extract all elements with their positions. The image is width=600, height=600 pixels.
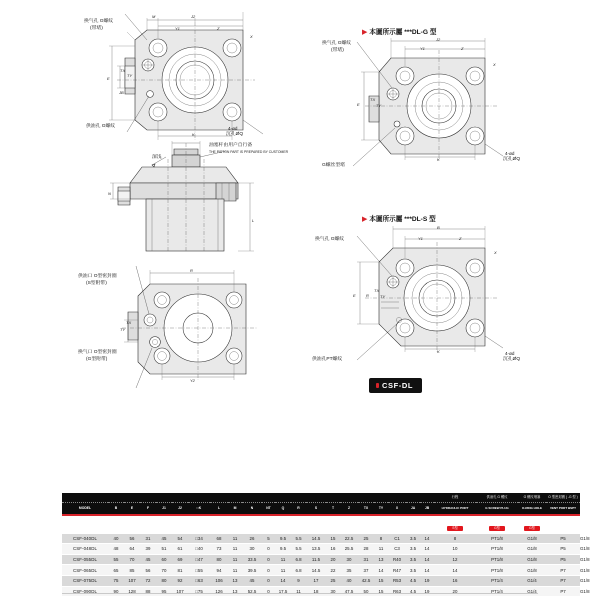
col-q: Q bbox=[275, 503, 291, 515]
cell-e: 64 bbox=[124, 544, 140, 555]
cell-ja: 3.5 bbox=[406, 554, 420, 565]
bottom-left-oilport-sub: (S型附带) bbox=[86, 281, 107, 286]
cell-tx: 42.5 bbox=[358, 575, 374, 586]
cell-g-screw-plug: G1/8 bbox=[518, 544, 546, 555]
group-header-blank bbox=[62, 493, 434, 503]
top-left-vent-label: 换气孔 G螺纹 bbox=[84, 19, 114, 24]
cell-kk: □55 bbox=[188, 565, 210, 576]
table-row[interactable]: CSF-075DL 75 107 72 80 92 □63 106 13 45 0 14 9 17 25 40 42.5 15 R53 4.5 19 16 PT1/4 G1/4 P7 G1/8 bbox=[62, 575, 580, 586]
cell-j2: 69 bbox=[172, 554, 188, 565]
cell-x: R47 bbox=[388, 565, 406, 576]
cell-m: 11 bbox=[228, 534, 242, 544]
dim-j2-topleft: J2 bbox=[191, 14, 196, 19]
cell-ty: 13 bbox=[374, 554, 388, 565]
bottom-right-dl-s-view bbox=[365, 242, 505, 354]
cell-t: 20 bbox=[326, 554, 340, 565]
cell-l: 68 bbox=[210, 534, 228, 544]
cell-g-screw-plug: G1/8 bbox=[518, 534, 546, 544]
cell-tx: 50 bbox=[358, 586, 374, 597]
cell-j1: 60 bbox=[156, 554, 172, 565]
cell-r: 6.8 bbox=[291, 565, 306, 576]
col-f: F bbox=[140, 503, 156, 515]
middle-piston-note-cn: 油塞杆由用户自行备 bbox=[209, 143, 253, 148]
group-header-oring: O 型密封圈 ( -G 型 ) bbox=[546, 493, 580, 503]
table-row[interactable]: CSF-065DL 65 85 56 70 81 □55 94 11 39.5 0 11 6.8 14.5 22 35 37 14 R47 3.5 14 14 PT1/8 G1/8 P7 G1/8 bbox=[62, 565, 580, 576]
col-ja: JA bbox=[406, 503, 420, 515]
bottom-left-rear-view bbox=[122, 278, 262, 382]
type-tag-row bbox=[62, 516, 580, 534]
dim-tx-bottomleft: TX bbox=[126, 320, 132, 325]
group-header-hydraulic: 供油孔 G 螺纹 bbox=[476, 493, 518, 503]
dim-y1-bottomright: Y1 bbox=[418, 236, 423, 241]
dim-tx-bottomright: TX bbox=[374, 288, 380, 293]
col-j1: J1 bbox=[156, 503, 172, 515]
cell-r: 6.8 bbox=[291, 554, 306, 565]
dim-y2-bottomleft: Y2 bbox=[190, 378, 195, 383]
cell-l: 73 bbox=[210, 544, 228, 555]
bottom-right-oil-label: 供油孔PT螺纹 bbox=[312, 357, 343, 362]
cell-m: 11 bbox=[228, 544, 242, 555]
cell-jb: 19 bbox=[420, 575, 434, 586]
cell-jb: 14 bbox=[420, 534, 434, 544]
dim-y1-topright: Y1 bbox=[420, 46, 425, 51]
dim-x-topright: X bbox=[493, 62, 496, 67]
col-hydraulic-port: HYDRAULIC PORT bbox=[434, 503, 476, 515]
dim-j2-topright: J2 bbox=[436, 37, 441, 42]
triangle-marker-icon-2: ▶ bbox=[362, 216, 368, 223]
top-left-counterbore-label: 沉孔ØQ bbox=[226, 132, 244, 137]
table-row[interactable]: CSF-040DL 40 56 31 45 54 □34 68 11 26 5 9.5 5.5 14.5 15 22.5 25 8 C1 3.5 14 8 PT1/8 G1/8 P5 G1/8 bbox=[62, 534, 580, 544]
cell-q: 9.5 bbox=[275, 534, 291, 544]
col-vent-port: VENT PORT BSPT bbox=[546, 503, 580, 515]
bottom-left-ventport-label: 换气口 O型密封圈 bbox=[78, 350, 117, 355]
section-title-dl-g-text: 本圖所示屬 ***DL-G 型 bbox=[369, 29, 437, 36]
col-nt: NT bbox=[262, 503, 275, 515]
cell-q: 11 bbox=[275, 554, 291, 565]
cell-ty: 14 bbox=[374, 565, 388, 576]
section-title-dl-s bbox=[362, 213, 436, 223]
cell-j2: 54 bbox=[172, 534, 188, 544]
cell-t: 30 bbox=[326, 586, 340, 597]
cell-hydraulic-port: PT1/4 bbox=[476, 575, 518, 586]
middle-depth-label: 深浅 bbox=[152, 155, 162, 160]
cell-z: 47.5 bbox=[340, 586, 358, 597]
spec-table bbox=[62, 493, 590, 597]
cell-g-screw-plug: G1/8 bbox=[518, 565, 546, 576]
cell-ty: 11 bbox=[374, 544, 388, 555]
cell-j1: 80 bbox=[156, 575, 172, 586]
column-header-row bbox=[62, 503, 580, 515]
cell-ja: 3.5 bbox=[406, 534, 420, 544]
cell-g-screw-plug: G1/4 bbox=[518, 575, 546, 586]
cell-l: 126 bbox=[210, 586, 228, 597]
top-left-vent-sub: (带堵) bbox=[90, 26, 103, 31]
cell-x: R40 bbox=[388, 554, 406, 565]
group-header-row bbox=[62, 493, 580, 503]
cell-e: 56 bbox=[124, 534, 140, 544]
col-t: T bbox=[326, 503, 340, 515]
cell-x: C3 bbox=[388, 544, 406, 555]
cell-tx: 37 bbox=[358, 565, 374, 576]
group-header-gplug: G 螺纹堵塞 bbox=[518, 493, 546, 503]
cell-j1: 51 bbox=[156, 544, 172, 555]
dim-l-middle: L bbox=[252, 218, 255, 223]
dim-m-topleft: M bbox=[152, 14, 156, 19]
cell-q: 17.5 bbox=[275, 586, 291, 597]
cell-b: 90 bbox=[108, 586, 124, 597]
dim-ty-bottomright: TY bbox=[380, 294, 386, 299]
cell-hydraulic-port: PT1/8 bbox=[476, 565, 518, 576]
cell-f: 31 bbox=[140, 534, 156, 544]
col-o-ring-hole: O-RING HOLE bbox=[518, 503, 546, 515]
dim-e-bottomright: E bbox=[353, 293, 356, 298]
bottom-left-oilport-label: 供油口 O型密封圈 bbox=[78, 274, 117, 279]
top-left-hole-label: 4-ød bbox=[228, 126, 238, 131]
cell-ty: 15 bbox=[374, 586, 388, 597]
cell-q: 14 bbox=[275, 575, 291, 586]
spec-table-wrap bbox=[62, 493, 590, 597]
cell-s: 18 bbox=[306, 586, 326, 597]
dim-ty-bottomleft: TY bbox=[120, 327, 126, 332]
cell-s: 11.5 bbox=[306, 554, 326, 565]
cell-r: 5.5 bbox=[291, 544, 306, 555]
dim-y1-topleft: Y1 bbox=[175, 26, 180, 31]
cell-s: 13.5 bbox=[306, 544, 326, 555]
middle-section-view bbox=[108, 143, 268, 251]
dim-n-middle: N bbox=[108, 191, 111, 196]
triangle-marker-icon: ▶ bbox=[362, 29, 368, 36]
cell-z: 25.5 bbox=[340, 544, 358, 555]
cell-tx: 31 bbox=[358, 554, 374, 565]
dim-z-topleft: Z bbox=[217, 26, 220, 31]
cell-t: 16 bbox=[326, 544, 340, 555]
top-right-counterbore-label: 沉孔ØQ bbox=[503, 157, 521, 162]
col-k: □K bbox=[188, 503, 210, 515]
product-badge bbox=[369, 378, 422, 393]
top-right-gplug-label: G螺丝型堵 bbox=[322, 163, 345, 168]
cell-o-ring-hole: P7 bbox=[546, 586, 580, 597]
dim-k-bottomright: K bbox=[437, 349, 440, 354]
tag-oring-cell bbox=[518, 516, 546, 534]
col-j2: J2 bbox=[172, 503, 188, 515]
cell-e: 85 bbox=[124, 565, 140, 576]
col-n: N bbox=[242, 503, 262, 515]
cell-hydraulic port: 8 bbox=[434, 534, 476, 544]
cell-jb: 14 bbox=[420, 544, 434, 555]
dim-k-topleft: K bbox=[192, 132, 195, 137]
cell-model: CSF-048DL bbox=[62, 544, 108, 555]
cell-tx: 28 bbox=[358, 544, 374, 555]
col-l: L bbox=[210, 503, 228, 515]
badge-accent-icon bbox=[376, 383, 379, 388]
bottom-right-hole-label: 4-ød bbox=[505, 351, 515, 356]
cell-r: 5.5 bbox=[291, 534, 306, 544]
cell-b: 55 bbox=[108, 554, 124, 565]
cell-n: 52.5 bbox=[242, 586, 262, 597]
cell-o-ring-hole: P5 bbox=[546, 534, 580, 544]
cell-o-ring-hole: P5 bbox=[546, 554, 580, 565]
cell-hydraulic-port: PT1/4 bbox=[476, 586, 518, 597]
cell-kk: □75 bbox=[188, 586, 210, 597]
cell-x: R53 bbox=[388, 575, 406, 586]
cell-jb: 14 bbox=[420, 565, 434, 576]
col-z: Z bbox=[340, 503, 358, 515]
bottom-left-ventport-sub: (G型附带) bbox=[86, 357, 108, 362]
cell-tx: 25 bbox=[358, 534, 374, 544]
cell-ja: 3.5 bbox=[406, 544, 420, 555]
dim-x-bottomright: X bbox=[494, 250, 497, 255]
tag-vent-cell bbox=[546, 516, 580, 534]
col-e: E bbox=[124, 503, 140, 515]
cell-t: 25 bbox=[326, 575, 340, 586]
col-tx: TX bbox=[358, 503, 374, 515]
cell-nt: 0 bbox=[262, 586, 275, 597]
cell-b: 75 bbox=[108, 575, 124, 586]
cell-e: 70 bbox=[124, 554, 140, 565]
table-row[interactable]: CSF-048DL 48 64 39 51 61 □40 73 11 30 0 9.5 5.5 13.5 16 25.5 28 11 C3 3.5 14 10 PT1/8 G1/8 P5 G1/8 bbox=[62, 544, 580, 555]
dim-r-bottomright: R bbox=[366, 293, 369, 298]
bottom-right-counterbore-label: 沉孔ØQ bbox=[503, 357, 521, 362]
dim-ty-topleft: TY bbox=[127, 73, 133, 78]
cell-n: 39.5 bbox=[242, 565, 262, 576]
cell-g-screw-plug: G1/4 bbox=[518, 586, 546, 597]
spec-table-head bbox=[62, 493, 580, 534]
cell-n: 30 bbox=[242, 544, 262, 555]
cell-z: 40 bbox=[340, 575, 358, 586]
cell-model: CSF-065DL bbox=[62, 565, 108, 576]
bottom-right-vent-label: 换气孔 G螺纹 bbox=[315, 237, 345, 242]
tag-gplug-cell bbox=[476, 516, 518, 534]
cell-ty: 8 bbox=[374, 534, 388, 544]
cell-f: 56 bbox=[140, 565, 156, 576]
cell-ja: 3.5 bbox=[406, 565, 420, 576]
tag-g-type-oring: G型 bbox=[524, 526, 540, 531]
cell-model: CSF-040DL bbox=[62, 534, 108, 544]
badge-label: CSF-DL bbox=[382, 381, 414, 390]
cell-t: 15 bbox=[326, 534, 340, 544]
cell-nt: 0 bbox=[262, 554, 275, 565]
cell-f: 45 bbox=[140, 554, 156, 565]
cell-hydraulic port: 12 bbox=[434, 554, 476, 565]
cell-n: 33.5 bbox=[242, 554, 262, 565]
section-title-dl-g bbox=[362, 26, 436, 36]
col-m: M bbox=[228, 503, 242, 515]
cell-t: 22 bbox=[326, 565, 340, 576]
top-right-vent-label: 换气孔 G螺纹 bbox=[322, 41, 352, 46]
tag-g-type-plug: G型 bbox=[489, 526, 505, 531]
cell-model: CSF-075DL bbox=[62, 575, 108, 586]
dim-k-topright: K bbox=[437, 157, 440, 162]
cell-n: 26 bbox=[242, 534, 262, 544]
cell-l: 80 bbox=[210, 554, 228, 565]
top-right-dl-g-view bbox=[365, 50, 505, 162]
col-x: X bbox=[388, 503, 406, 515]
dim-z-bottomright: Z bbox=[459, 236, 462, 241]
cell-kk: □63 bbox=[188, 575, 210, 586]
cell-ty: 15 bbox=[374, 575, 388, 586]
cell-j1: 45 bbox=[156, 534, 172, 544]
cell-m: 13 bbox=[228, 586, 242, 597]
cell-n: 45 bbox=[242, 575, 262, 586]
cell-o-ring-hole: P7 bbox=[546, 565, 580, 576]
col-b: B bbox=[108, 503, 124, 515]
cell-nt: 0 bbox=[262, 544, 275, 555]
cell-s: 14.5 bbox=[306, 534, 326, 544]
cell-ja: 4.5 bbox=[406, 575, 420, 586]
dim-x-topleft: X bbox=[250, 34, 253, 39]
cell-z: 22.5 bbox=[340, 534, 358, 544]
cell-j2: 61 bbox=[172, 544, 188, 555]
cell-hydraulic port: 20 bbox=[434, 586, 476, 597]
col-jb: JB bbox=[420, 503, 434, 515]
cell-j1: 70 bbox=[156, 565, 172, 576]
cell-hydraulic port: 10 bbox=[434, 544, 476, 555]
cell-model: CSF-055DL bbox=[62, 554, 108, 565]
cell-s: 14.5 bbox=[306, 565, 326, 576]
cell-e: 107 bbox=[124, 575, 140, 586]
top-right-vent-sub: (带堵) bbox=[331, 48, 344, 53]
col-g-screw-plug: G SCREW PLUG bbox=[476, 503, 518, 515]
cell-l: 94 bbox=[210, 565, 228, 576]
cell-kk: □47 bbox=[188, 554, 210, 565]
cell-jb: 19 bbox=[420, 586, 434, 597]
dim-b-bottomright: B bbox=[437, 225, 440, 230]
cell-x: R63 bbox=[388, 586, 406, 597]
cell-hydraulic port: 14 bbox=[434, 565, 476, 576]
tag-s-type: S型 bbox=[447, 526, 463, 531]
spec-table-body bbox=[62, 534, 590, 597]
cell-hydraulic port: 16 bbox=[434, 575, 476, 586]
middle-piston-note-en-1: THE PISTON PART IS PREPARED BY CUSTOMER bbox=[209, 150, 289, 154]
table-bottom-rule bbox=[62, 593, 538, 594]
cell-j2: 92 bbox=[172, 575, 188, 586]
cell-kk: □40 bbox=[188, 544, 210, 555]
top-left-oil-label: 供油孔 G螺纹 bbox=[86, 124, 116, 129]
cell-z: 30 bbox=[340, 554, 358, 565]
col-model: MODEL bbox=[62, 503, 108, 515]
cell-ja: 4.5 bbox=[406, 586, 420, 597]
cell-m: 11 bbox=[228, 554, 242, 565]
cell-j1: 95 bbox=[156, 586, 172, 597]
col-s: S bbox=[306, 503, 326, 515]
cell-j2: 107 bbox=[172, 586, 188, 597]
table-row[interactable]: CSF-055DL 55 70 45 60 69 □47 80 11 33.5 0 11 6.8 11.5 20 30 31 13 R40 3.5 14 12 PT1/8 G1/8 P5 G1/8 bbox=[62, 554, 580, 565]
cell-r: 11 bbox=[291, 586, 306, 597]
dim-jb-topleft: JB bbox=[119, 90, 124, 95]
dim-tx-topleft: TX bbox=[120, 68, 126, 73]
tag-hydraulic-cell bbox=[434, 516, 476, 534]
cell-f: 39 bbox=[140, 544, 156, 555]
dim-r-bottomleft: R bbox=[190, 268, 193, 273]
cell-z: 35 bbox=[340, 565, 358, 576]
cell-j2: 81 bbox=[172, 565, 188, 576]
dim-ty-topright: TY bbox=[376, 103, 382, 108]
cell-hydraulic-port: PT1/8 bbox=[476, 554, 518, 565]
top-right-hole-label: 4-ød bbox=[505, 151, 515, 156]
cell-b: 65 bbox=[108, 565, 124, 576]
cell-s: 17 bbox=[306, 575, 326, 586]
cell-nt: 0 bbox=[262, 575, 275, 586]
dim-tx-topright: TX bbox=[370, 97, 376, 102]
cell-hydraulic-port: PT1/8 bbox=[476, 544, 518, 555]
cell-e: 128 bbox=[124, 586, 140, 597]
dim-e-topright: E bbox=[357, 102, 360, 107]
top-left-front-view bbox=[95, 22, 275, 147]
cell-m: 13 bbox=[228, 575, 242, 586]
cell-x: C1 bbox=[388, 534, 406, 544]
cell-hydraulic-port: PT1/8 bbox=[476, 534, 518, 544]
cell-o-ring-hole: P5 bbox=[546, 544, 580, 555]
cell-f: 72 bbox=[140, 575, 156, 586]
cell-b: 40 bbox=[108, 534, 124, 544]
cell-f: 88 bbox=[140, 586, 156, 597]
col-ty: TY bbox=[374, 503, 388, 515]
cell-m: 11 bbox=[228, 565, 242, 576]
section-title-dl-s-text: 本圖所示屬 ***DL-S 型 bbox=[369, 216, 436, 223]
cell-model: CSF-090DL bbox=[62, 586, 108, 597]
cell-q: 11 bbox=[275, 565, 291, 576]
cell-g-screw-plug: G1/8 bbox=[518, 554, 546, 565]
col-r: R bbox=[291, 503, 306, 515]
cell-r: 9 bbox=[291, 575, 306, 586]
cell-l: 106 bbox=[210, 575, 228, 586]
cell-nt: 0 bbox=[262, 565, 275, 576]
cell-b: 48 bbox=[108, 544, 124, 555]
dim-e-topleft: E bbox=[107, 76, 110, 81]
cell-q: 9.5 bbox=[275, 544, 291, 555]
cell-jb: 14 bbox=[420, 554, 434, 565]
table-row[interactable]: CSF-090DL 90 128 88 95 107 □75 126 13 52.5 0 17.5 11 18 30 47.5 50 15 R63 4.5 19 20 PT1/4 G1/4 P7 G1/8 bbox=[62, 586, 580, 597]
tag-spacer bbox=[62, 516, 434, 534]
dim-z-topright: Z bbox=[461, 46, 464, 51]
cell-o-ring-hole: P7 bbox=[546, 575, 580, 586]
group-header-stroke: 行程 bbox=[434, 493, 476, 503]
cell-kk: □34 bbox=[188, 534, 210, 544]
cell-nt: 5 bbox=[262, 534, 275, 544]
